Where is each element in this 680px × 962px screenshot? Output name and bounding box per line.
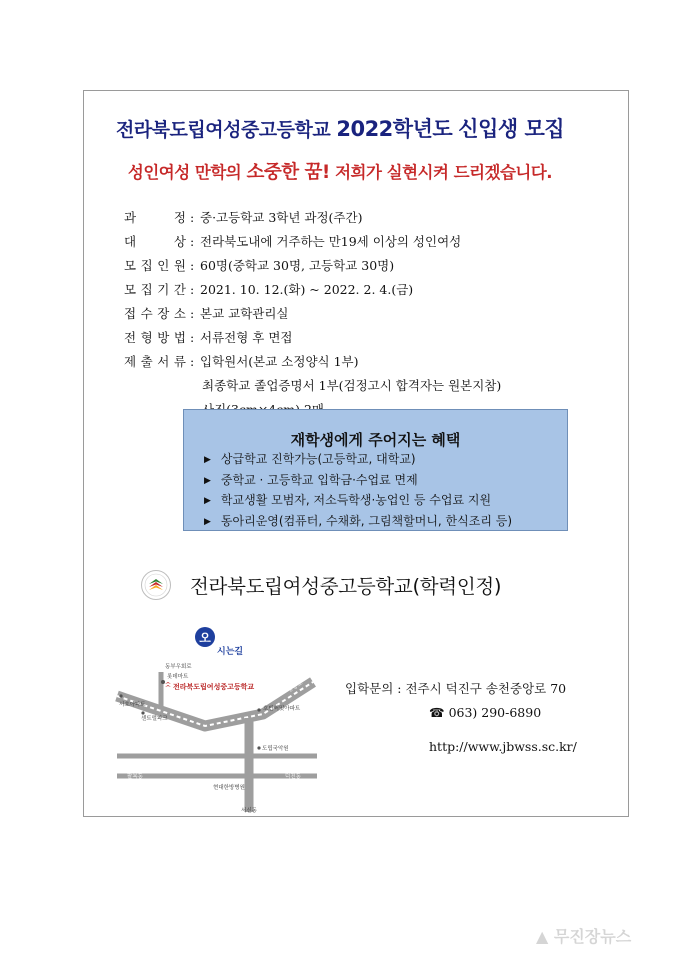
map-brand-text: 시는길 [217, 647, 244, 657]
info-value: 본교 교학관리실 [200, 306, 289, 321]
map-brand-o: 오 [199, 631, 211, 645]
label-char: 형 [140, 330, 153, 345]
label-char: 모 [124, 282, 137, 297]
info-value: 2021. 10. 12.(화) ~ 2022. 2. 4.(금) [200, 282, 414, 297]
title-recruit: 신입생 모집 [458, 117, 565, 141]
info-row-method: 전 형 방 법 : 서류전형 후 면접 [124, 326, 501, 350]
triangle-bullet-icon: ▶ [204, 455, 211, 465]
label-char: 출 [140, 354, 153, 369]
contact-inquiry: 입학문의 : 전주시 덕진구 송천중앙로 70 [345, 681, 567, 696]
label-char: 집 [140, 282, 153, 297]
label-char: 제 [124, 354, 137, 369]
triangle-bullet-icon: ▶ [204, 475, 211, 486]
info-value: 중·고등학교 3학년 과정(주간) [200, 210, 363, 225]
benefits-title: 재학생에게 주어지는 혜택 [290, 431, 461, 449]
info-label [124, 326, 186, 350]
info-value: 전라북도내에 거주하는 만19세 이상의 성인여성 [200, 234, 462, 249]
info-value: 60명(중학교 30명, 고등학교 30명) [200, 258, 395, 273]
map-place-label: 호반써밋아파트 [263, 706, 301, 712]
triangle-bullet-icon: ▶ [204, 516, 211, 527]
list-item: ▶ 학교생활 모범자, 저소득학생·농업인 등 수업료 지원 [204, 493, 492, 507]
slogan-part2: 소중한 꿈! [246, 162, 330, 183]
title-school: 전라북도립여성중고등학교 [115, 119, 331, 141]
label-char: 방 [157, 330, 170, 345]
label-char: 모 [124, 258, 137, 273]
label-char: 장 [157, 306, 170, 321]
map-place-label: 동부우회로 [165, 664, 192, 670]
label-char: 기 [157, 282, 170, 297]
poster-title [0, 113, 680, 143]
info-label [124, 206, 186, 230]
map-place-label: 덕진동 [285, 774, 301, 780]
label-char: 서 [157, 354, 170, 369]
list-item: ▶ 동아리운영(컴퓨터, 수채화, 그림책할머니, 한식조리 등) [204, 513, 513, 528]
map-place-label: 현대한방병원 [213, 785, 245, 791]
recruit-info [124, 206, 501, 422]
school-emblem-icon [140, 569, 172, 601]
title-year: 2022학년도 [336, 117, 453, 141]
info-row-place: 접 수 장 소 : 본교 교학관리실 [124, 302, 501, 326]
slogan [0, 158, 680, 184]
label-char: 법 [173, 330, 186, 345]
label-char: 정 [173, 210, 186, 225]
map-place-label: 센트럴파크 [141, 716, 168, 722]
info-row-quota: 모 집 인 원 : 60명(중학교 30명, 고등학교 30명) [124, 254, 501, 278]
map-place-label: 서신동 [241, 808, 257, 814]
label-char: 대 [124, 234, 137, 249]
label-char: 간 [173, 282, 186, 297]
label-char: 접 [124, 306, 137, 321]
label-char: 전 [124, 330, 137, 345]
map-marker [161, 680, 165, 684]
triangle-bullet-icon: ▶ [204, 496, 211, 506]
label-char: 수 [140, 306, 153, 321]
info-value: 입학원서(본교 소정양식 1부) [200, 354, 359, 369]
map-school-icon [165, 682, 171, 687]
info-row-course: 과 정 : 중·고등학교 3학년 과정(주간) [124, 206, 501, 230]
label-char: 인 [157, 258, 170, 273]
map-place-label: 도립국악원 [262, 746, 289, 752]
watermark-logo-icon: ▲ [536, 927, 549, 946]
map-place-label: 서호아파트 [119, 702, 146, 708]
contact-block [345, 677, 577, 759]
map-place-label: 팔복동 [127, 774, 143, 780]
map-school-label: 전라북도립여성중고등학교 [173, 683, 255, 691]
info-label [124, 230, 186, 254]
info-value: 서류전형 후 면접 [200, 330, 293, 345]
contact-phone[interactable]: 063) 290-6890 [448, 705, 542, 720]
benefits-box [183, 409, 568, 531]
watermark: ▲ 무진장뉴스 [536, 927, 632, 946]
info-label [124, 350, 186, 374]
documents-extra-1: 최종학교 졸업증명서 1부(검정고시 합격자는 원본지참) [202, 378, 502, 393]
website-link[interactable]: http://www.jbwss.sc.kr/ [429, 739, 577, 754]
info-row-target: 대 상 : 전라북도내에 거주하는 만19세 이상의 성인여성 [124, 230, 501, 254]
label-char: 원 [173, 258, 186, 273]
school-signature [140, 569, 501, 601]
info-label [124, 278, 186, 302]
map-place-label: 롯데마트 [167, 674, 189, 680]
slogan-part1: 성인여성 만학의 [127, 163, 242, 182]
info-row-period: 모 집 기 간 : 2021. 10. 12.(화) ~ 2022. 2. 4.(금) [124, 278, 501, 302]
location-map [113, 626, 323, 816]
map-place-label: 용흥로 [287, 680, 304, 694]
benefits-list [204, 450, 512, 532]
info-row-documents: 제 출 서 류 : 입학원서(본교 소정양식 1부) [124, 350, 501, 374]
telephone-icon: ☎ [429, 705, 445, 720]
info-label [124, 302, 186, 326]
slogan-part3: 저희가 실현시켜 드리겠습니다. [335, 163, 553, 182]
list-item: ▶ 중학교 · 고등학교 입학금·수업료 면제 [204, 472, 418, 487]
info-label [124, 254, 186, 278]
school-name: 전라북도립여성중고등학교(학력인정) [190, 575, 502, 598]
list-item: ▶ 상급학교 진학가능(고등학교, 대학교) [204, 452, 416, 466]
label-char: 과 [124, 210, 137, 225]
contact-phone-row [345, 701, 577, 725]
label-char: 류 [173, 354, 186, 369]
label-char: 소 [173, 306, 186, 321]
label-char: 집 [140, 258, 153, 273]
label-char: 상 [173, 234, 186, 249]
